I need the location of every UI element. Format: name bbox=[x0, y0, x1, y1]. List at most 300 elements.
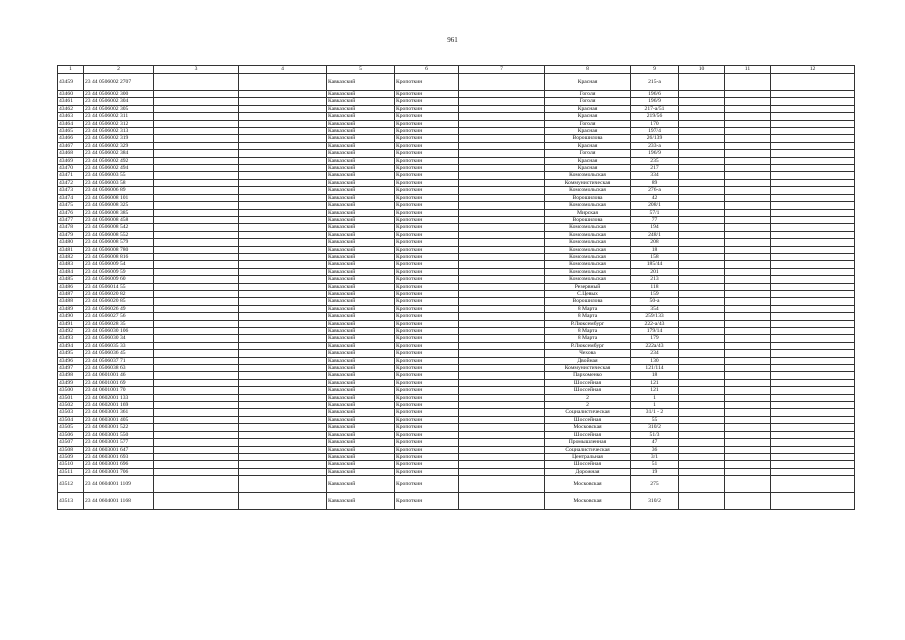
table-row bbox=[58, 165, 855, 172]
cell-city: Кропоткин bbox=[395, 194, 459, 201]
table-row bbox=[58, 424, 855, 431]
cell-city: Кропоткин bbox=[395, 105, 459, 112]
cell-empty bbox=[459, 165, 545, 172]
cell-empty bbox=[679, 194, 725, 201]
cell-district: Кавказский bbox=[327, 194, 395, 201]
cell-empty bbox=[154, 379, 239, 386]
cell-house: 18 bbox=[631, 372, 679, 379]
cell-empty bbox=[239, 105, 327, 112]
table-row bbox=[58, 261, 855, 268]
cell-empty bbox=[459, 91, 545, 98]
cell-id: 43508 bbox=[58, 446, 84, 453]
cell-empty bbox=[725, 172, 771, 179]
cell-empty bbox=[239, 476, 327, 493]
cell-empty bbox=[239, 313, 327, 320]
cell-id: 43487 bbox=[58, 290, 84, 297]
cell-empty bbox=[725, 179, 771, 186]
cell-empty bbox=[154, 290, 239, 297]
cell-empty bbox=[679, 476, 725, 493]
cell-district: Кавказский bbox=[327, 394, 395, 401]
cell-district: Кавказский bbox=[327, 239, 395, 246]
cell-cad: 23 44 0506037 71 bbox=[84, 357, 154, 364]
cell-empty bbox=[725, 165, 771, 172]
cell-cad: 23 44 0506002 2707 bbox=[84, 74, 154, 91]
cell-empty bbox=[771, 202, 855, 209]
cell-street: Социалистическая bbox=[545, 446, 631, 453]
cell-empty bbox=[239, 276, 327, 283]
cell-house: 248/1 bbox=[631, 231, 679, 238]
cell-house: 234 bbox=[631, 350, 679, 357]
cell-city: Кропоткин bbox=[395, 476, 459, 493]
cell-district: Кавказский bbox=[327, 283, 395, 290]
table-row bbox=[58, 320, 855, 327]
cell-empty bbox=[679, 98, 725, 105]
cell-empty bbox=[679, 357, 725, 364]
cell-empty bbox=[239, 446, 327, 453]
cell-id: 43493 bbox=[58, 335, 84, 342]
cell-empty bbox=[725, 402, 771, 409]
cell-cad: 23 44 0506008 579 bbox=[84, 239, 154, 246]
cell-empty bbox=[771, 387, 855, 394]
cell-city: Кропоткин bbox=[395, 246, 459, 253]
cell-empty bbox=[725, 305, 771, 312]
cell-empty bbox=[459, 357, 545, 364]
cell-empty bbox=[771, 128, 855, 135]
cell-cad: 23 44 0604001 1168 bbox=[84, 493, 154, 510]
cell-empty bbox=[239, 202, 327, 209]
cell-empty bbox=[459, 298, 545, 305]
cell-empty bbox=[154, 246, 239, 253]
cell-empty bbox=[679, 379, 725, 386]
cell-cad: 23 44 0506002 329 bbox=[84, 142, 154, 149]
cell-empty bbox=[154, 372, 239, 379]
cell-house: 201 bbox=[631, 268, 679, 275]
cell-id: 43466 bbox=[58, 135, 84, 142]
cell-house: 121 bbox=[631, 387, 679, 394]
cell-city: Кропоткин bbox=[395, 453, 459, 460]
cell-street: Красная bbox=[545, 74, 631, 91]
cell-district: Кавказский bbox=[327, 91, 395, 98]
cell-district: Кавказский bbox=[327, 372, 395, 379]
cell-cad: 23 44 0506020 85 bbox=[84, 298, 154, 305]
cell-house: 51/3 bbox=[631, 431, 679, 438]
cell-empty bbox=[725, 113, 771, 120]
cell-house: 208/1 bbox=[631, 202, 679, 209]
cell-empty bbox=[771, 283, 855, 290]
cell-empty bbox=[239, 379, 327, 386]
cell-empty bbox=[725, 446, 771, 453]
cell-district: Кавказский bbox=[327, 261, 395, 268]
cell-empty bbox=[771, 342, 855, 349]
table-row bbox=[58, 194, 855, 201]
cell-empty bbox=[679, 216, 725, 223]
cell-empty bbox=[154, 439, 239, 446]
cell-district: Кавказский bbox=[327, 320, 395, 327]
cell-empty bbox=[679, 150, 725, 157]
cell-city: Кропоткин bbox=[395, 283, 459, 290]
cell-cad: 23 44 0506014 55 bbox=[84, 283, 154, 290]
cell-empty bbox=[771, 150, 855, 157]
cell-house: 179 bbox=[631, 335, 679, 342]
cell-empty bbox=[679, 313, 725, 320]
cell-empty bbox=[154, 216, 239, 223]
cell-street: Комсомольская bbox=[545, 253, 631, 260]
cell-empty bbox=[459, 202, 545, 209]
cell-empty bbox=[771, 261, 855, 268]
cell-id: 43502 bbox=[58, 402, 84, 409]
cell-empty bbox=[771, 246, 855, 253]
cell-empty bbox=[459, 74, 545, 91]
cell-empty bbox=[771, 268, 855, 275]
cell-empty bbox=[725, 461, 771, 468]
cell-empty bbox=[154, 409, 239, 416]
cell-house: 31/1 - 2 bbox=[631, 409, 679, 416]
cell-city: Кропоткин bbox=[395, 431, 459, 438]
cell-empty bbox=[679, 74, 725, 91]
cell-empty bbox=[679, 350, 725, 357]
cell-cad: 23 44 0506036 45 bbox=[84, 350, 154, 357]
cell-city: Кропоткин bbox=[395, 402, 459, 409]
cell-empty bbox=[771, 216, 855, 223]
cell-house: 1 bbox=[631, 402, 679, 409]
cell-empty bbox=[154, 394, 239, 401]
cell-empty bbox=[679, 283, 725, 290]
cell-house: 196/9 bbox=[631, 150, 679, 157]
cell-empty bbox=[459, 335, 545, 342]
cell-district: Кавказский bbox=[327, 402, 395, 409]
cell-city: Кропоткин bbox=[395, 128, 459, 135]
cell-id: 43473 bbox=[58, 187, 84, 194]
cell-id: 43476 bbox=[58, 209, 84, 216]
cell-district: Кавказский bbox=[327, 468, 395, 475]
cell-city: Кропоткин bbox=[395, 468, 459, 475]
cell-district: Кавказский bbox=[327, 328, 395, 335]
cell-empty bbox=[771, 113, 855, 120]
cell-empty bbox=[154, 461, 239, 468]
cell-district: Кавказский bbox=[327, 416, 395, 423]
cell-empty bbox=[154, 194, 239, 201]
cell-district: Кавказский bbox=[327, 120, 395, 127]
cell-empty bbox=[679, 253, 725, 260]
cell-empty bbox=[771, 439, 855, 446]
cell-empty bbox=[459, 179, 545, 186]
cell-empty bbox=[154, 150, 239, 157]
cell-street: 2 bbox=[545, 394, 631, 401]
cell-empty bbox=[459, 216, 545, 223]
cell-street: Коммунистическая bbox=[545, 365, 631, 372]
cell-empty bbox=[459, 394, 545, 401]
table-row bbox=[58, 74, 855, 91]
cell-id: 43495 bbox=[58, 350, 84, 357]
cell-house: 47 bbox=[631, 439, 679, 446]
cell-district: Кавказский bbox=[327, 342, 395, 349]
cell-cad: 23 44 0506002 384 bbox=[84, 150, 154, 157]
cell-empty bbox=[771, 120, 855, 127]
cell-cad: 23 44 0602001 133 bbox=[84, 394, 154, 401]
cell-cad: 23 44 0506002 300 bbox=[84, 91, 154, 98]
cell-district: Кавказский bbox=[327, 157, 395, 164]
cell-id: 43510 bbox=[58, 461, 84, 468]
cell-street: Ворошилова bbox=[545, 298, 631, 305]
cell-city: Кропоткин bbox=[395, 231, 459, 238]
cell-empty bbox=[679, 468, 725, 475]
cell-house: 118 bbox=[631, 283, 679, 290]
cell-id: 43479 bbox=[58, 231, 84, 238]
cell-street: Комсомольская bbox=[545, 268, 631, 275]
cell-empty bbox=[459, 493, 545, 510]
cell-house: 275 bbox=[631, 476, 679, 493]
cell-district: Кавказский bbox=[327, 439, 395, 446]
cell-empty bbox=[459, 372, 545, 379]
cell-empty bbox=[725, 216, 771, 223]
cell-house: 130 bbox=[631, 357, 679, 364]
cell-empty bbox=[679, 416, 725, 423]
cell-city: Кропоткин bbox=[395, 150, 459, 157]
cell-cad: 23 44 0603001 522 bbox=[84, 424, 154, 431]
cell-city: Кропоткин bbox=[395, 224, 459, 231]
cell-city: Кропоткин bbox=[395, 261, 459, 268]
cell-empty bbox=[459, 446, 545, 453]
cell-empty bbox=[771, 409, 855, 416]
column-header-1: 1 bbox=[58, 66, 84, 74]
cell-empty bbox=[459, 150, 545, 157]
cell-street: Шоссейная bbox=[545, 431, 631, 438]
cell-empty bbox=[239, 120, 327, 127]
cell-empty bbox=[679, 387, 725, 394]
cell-empty bbox=[459, 476, 545, 493]
cell-id: 43488 bbox=[58, 298, 84, 305]
cell-empty bbox=[239, 357, 327, 364]
cell-empty bbox=[239, 416, 327, 423]
cell-empty bbox=[725, 283, 771, 290]
table-row bbox=[58, 298, 855, 305]
cell-house: 89 bbox=[631, 179, 679, 186]
table-row bbox=[58, 409, 855, 416]
cell-city: Кропоткин bbox=[395, 135, 459, 142]
cell-district: Кавказский bbox=[327, 276, 395, 283]
cell-empty bbox=[239, 453, 327, 460]
cell-street: Комсомольская bbox=[545, 276, 631, 283]
cell-empty bbox=[771, 231, 855, 238]
cell-street: Коммунистическая bbox=[545, 179, 631, 186]
cell-empty bbox=[154, 224, 239, 231]
cell-empty bbox=[771, 394, 855, 401]
table-body bbox=[58, 74, 855, 510]
cell-empty bbox=[679, 335, 725, 342]
cell-street: Чехова bbox=[545, 350, 631, 357]
cell-empty bbox=[459, 468, 545, 475]
cell-empty bbox=[239, 290, 327, 297]
cell-street: Промышленная bbox=[545, 439, 631, 446]
cell-empty bbox=[771, 431, 855, 438]
cell-street: Комсомольская bbox=[545, 202, 631, 209]
cell-empty bbox=[771, 350, 855, 357]
cell-id: 43491 bbox=[58, 320, 84, 327]
cell-district: Кавказский bbox=[327, 187, 395, 194]
cell-empty bbox=[771, 365, 855, 372]
cell-house: 50-а bbox=[631, 298, 679, 305]
cell-empty bbox=[154, 493, 239, 510]
cell-empty bbox=[239, 468, 327, 475]
cell-empty bbox=[154, 328, 239, 335]
cell-id: 43506 bbox=[58, 431, 84, 438]
cell-district: Кавказский bbox=[327, 98, 395, 105]
cell-empty bbox=[725, 91, 771, 98]
cell-empty bbox=[771, 105, 855, 112]
table-row bbox=[58, 468, 855, 475]
cell-empty bbox=[239, 320, 327, 327]
cell-empty bbox=[459, 157, 545, 164]
column-header-6: 6 bbox=[395, 66, 459, 74]
cell-empty bbox=[154, 113, 239, 120]
cell-empty bbox=[239, 261, 327, 268]
cell-id: 43481 bbox=[58, 246, 84, 253]
cell-empty bbox=[239, 305, 327, 312]
table-row bbox=[58, 150, 855, 157]
cell-empty bbox=[154, 453, 239, 460]
cell-city: Кропоткин bbox=[395, 74, 459, 91]
cell-district: Кавказский bbox=[327, 476, 395, 493]
cell-empty bbox=[239, 231, 327, 238]
cell-district: Кавказский bbox=[327, 424, 395, 431]
column-header-10: 10 bbox=[679, 66, 725, 74]
cell-city: Кропоткин bbox=[395, 416, 459, 423]
table-row bbox=[58, 253, 855, 260]
cell-empty bbox=[239, 187, 327, 194]
cell-empty bbox=[725, 379, 771, 386]
cell-empty bbox=[239, 402, 327, 409]
cell-city: Кропоткин bbox=[395, 290, 459, 297]
cell-id: 43483 bbox=[58, 261, 84, 268]
cell-city: Кропоткин bbox=[395, 157, 459, 164]
cell-id: 43490 bbox=[58, 313, 84, 320]
cell-empty bbox=[239, 135, 327, 142]
cell-district: Кавказский bbox=[327, 313, 395, 320]
cell-empty bbox=[725, 187, 771, 194]
table-row bbox=[58, 439, 855, 446]
cell-empty bbox=[154, 357, 239, 364]
cell-city: Кропоткин bbox=[395, 172, 459, 179]
table-row bbox=[58, 328, 855, 335]
cell-city: Кропоткин bbox=[395, 320, 459, 327]
cell-empty bbox=[239, 283, 327, 290]
cell-district: Кавказский bbox=[327, 357, 395, 364]
cell-city: Кропоткин bbox=[395, 202, 459, 209]
cell-empty bbox=[771, 305, 855, 312]
cell-empty bbox=[459, 409, 545, 416]
cell-street: Гоголя bbox=[545, 98, 631, 105]
cell-empty bbox=[771, 416, 855, 423]
cell-street: Центральная bbox=[545, 453, 631, 460]
cell-street: Шоссейная bbox=[545, 416, 631, 423]
cell-city: Кропоткин bbox=[395, 372, 459, 379]
cell-city: Кропоткин bbox=[395, 335, 459, 342]
cell-empty bbox=[154, 298, 239, 305]
cell-district: Кавказский bbox=[327, 290, 395, 297]
cell-district: Кавказский bbox=[327, 461, 395, 468]
cell-district: Кавказский bbox=[327, 305, 395, 312]
cell-city: Кропоткин bbox=[395, 328, 459, 335]
table-row bbox=[58, 446, 855, 453]
column-header-5: 5 bbox=[327, 66, 395, 74]
cell-street: 8 Марта bbox=[545, 328, 631, 335]
cell-empty bbox=[459, 194, 545, 201]
cell-empty bbox=[459, 276, 545, 283]
cell-id: 43460 bbox=[58, 91, 84, 98]
cell-empty bbox=[679, 446, 725, 453]
cell-empty bbox=[771, 476, 855, 493]
cell-empty bbox=[725, 313, 771, 320]
cell-empty bbox=[239, 394, 327, 401]
cell-empty bbox=[154, 402, 239, 409]
cell-empty bbox=[154, 91, 239, 98]
cell-empty bbox=[239, 365, 327, 372]
cell-cad: 23 44 0506020 82 bbox=[84, 290, 154, 297]
cell-empty bbox=[725, 202, 771, 209]
cell-city: Кропоткин bbox=[395, 165, 459, 172]
cell-empty bbox=[459, 431, 545, 438]
table-row bbox=[58, 91, 855, 98]
table-row bbox=[58, 453, 855, 460]
cell-empty bbox=[725, 150, 771, 157]
cell-empty bbox=[154, 276, 239, 283]
table-row bbox=[58, 416, 855, 423]
cell-empty bbox=[725, 328, 771, 335]
cell-empty bbox=[725, 135, 771, 142]
cell-id: 43494 bbox=[58, 342, 84, 349]
table-row bbox=[58, 350, 855, 357]
cell-empty bbox=[154, 350, 239, 357]
cell-empty bbox=[239, 253, 327, 260]
cell-district: Кавказский bbox=[327, 365, 395, 372]
cell-empty bbox=[459, 253, 545, 260]
cell-empty bbox=[679, 157, 725, 164]
cell-empty bbox=[725, 246, 771, 253]
cell-street: Социалистическая bbox=[545, 409, 631, 416]
cell-empty bbox=[459, 365, 545, 372]
table-row bbox=[58, 105, 855, 112]
cell-empty bbox=[154, 416, 239, 423]
cell-empty bbox=[239, 298, 327, 305]
table-row bbox=[58, 313, 855, 320]
table-row bbox=[58, 268, 855, 275]
table-row bbox=[58, 209, 855, 216]
cell-street: Комсомольская bbox=[545, 172, 631, 179]
cell-house: 77 bbox=[631, 216, 679, 223]
cell-house: 222а/43 bbox=[631, 342, 679, 349]
cell-district: Кавказский bbox=[327, 135, 395, 142]
cell-empty bbox=[725, 239, 771, 246]
cell-street: Комсомольская bbox=[545, 231, 631, 238]
cell-cad: 23 44 0506035 33 bbox=[84, 342, 154, 349]
cell-empty bbox=[239, 342, 327, 349]
cell-empty bbox=[725, 431, 771, 438]
table-row bbox=[58, 493, 855, 510]
cell-house: 185/44 bbox=[631, 261, 679, 268]
cell-cad: 23 44 0506008 458 bbox=[84, 216, 154, 223]
cell-empty bbox=[725, 424, 771, 431]
cell-empty bbox=[239, 209, 327, 216]
cell-empty bbox=[725, 253, 771, 260]
cell-house: 179/14 bbox=[631, 328, 679, 335]
cell-city: Кропоткин bbox=[395, 142, 459, 149]
cell-empty bbox=[771, 253, 855, 260]
cell-house: 310/2 bbox=[631, 493, 679, 510]
cell-empty bbox=[239, 150, 327, 157]
cell-house: 310/2 bbox=[631, 424, 679, 431]
cell-empty bbox=[771, 493, 855, 510]
cell-district: Кавказский bbox=[327, 335, 395, 342]
